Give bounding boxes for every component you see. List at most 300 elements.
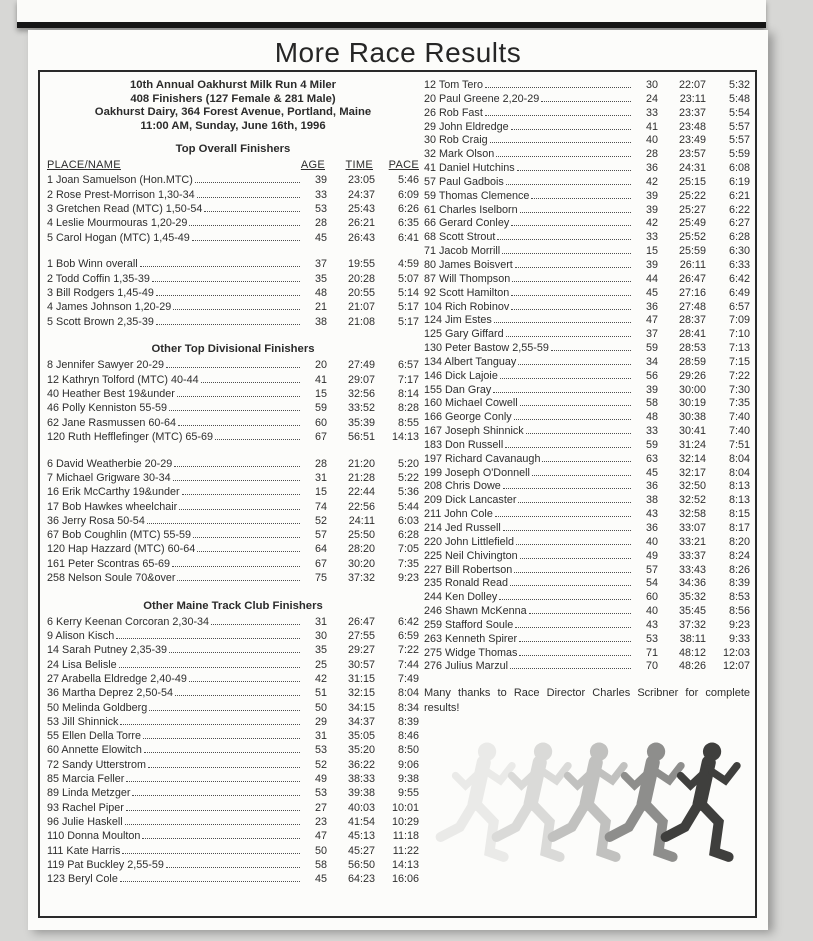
dotted-leader	[499, 599, 631, 600]
result-row	[47, 644, 419, 658]
result-row	[47, 316, 419, 330]
runner-pace: 8:15	[728, 508, 750, 521]
runner-place-name: 41 Daniel Hutchins	[424, 162, 515, 175]
runner-age: 52	[314, 758, 327, 771]
runner-place-name: 96 Julie Haskell	[47, 815, 123, 828]
runner-age: 45	[314, 231, 327, 244]
runner-pace: 14:13	[391, 430, 419, 443]
runner-age: 42	[314, 672, 327, 685]
runner-time: 23:49	[678, 134, 706, 147]
runner-place-name: 244 Ken Dolley	[424, 591, 498, 604]
runner-time: 25:50	[347, 529, 375, 542]
result-row	[47, 258, 419, 272]
runner-place-name: 14 Sarah Putney 2,35-39	[47, 644, 168, 657]
runner-age: 54	[645, 577, 658, 590]
runner-pace: 12:03	[722, 646, 750, 659]
runner-pace: 9:23	[397, 572, 419, 584]
runner-place-name: 36 Jerry Rosa 50-54	[47, 514, 145, 527]
result-row	[424, 411, 750, 425]
runner-age: 60	[645, 591, 658, 604]
dotted-leader	[126, 781, 300, 782]
runner-time: 45:13	[347, 830, 375, 843]
runner-pace: 6:42	[728, 272, 750, 285]
section-title: Other Maine Track Club Finishers	[143, 599, 323, 612]
dotted-leader	[152, 281, 300, 282]
runner-age: 39	[645, 258, 658, 271]
runner-place-name: 211 John Cole	[424, 508, 493, 521]
result-row	[424, 287, 750, 301]
dotted-leader	[514, 419, 631, 420]
runner-place-name: 30 Rob Craig	[424, 134, 488, 147]
runner-place-name: 161 Peter Scontras 65-69	[47, 557, 171, 570]
runner-age: 29	[314, 715, 327, 728]
dotted-leader	[516, 544, 631, 545]
result-row	[424, 633, 750, 647]
runner-time: 30:00	[678, 383, 706, 396]
runner-pace: 6:41	[397, 231, 419, 244]
runner-place-name: 227 Bill Robertson	[424, 563, 513, 576]
runner-place-name: 246 Shawn McKenna	[424, 605, 527, 618]
dotted-leader	[485, 87, 631, 88]
runner-place-name: 2 Todd Coffin 1,35-39	[47, 272, 150, 285]
runner-pace: 6:28	[397, 529, 419, 542]
runner-age: 40	[645, 535, 658, 548]
runner-pace: 6:19	[728, 175, 750, 188]
event-header-line: Oakhurst Dairy, 364 Forest Avenue, Portland, Maine	[94, 106, 372, 119]
runner-time: 23:48	[678, 120, 706, 133]
runner-pace: 8:13	[728, 494, 750, 507]
runner-place-name: 27 Arabella Eldredge 2,40-49	[47, 672, 187, 685]
runner-pace: 6:26	[397, 202, 419, 215]
runner-time: 32:56	[347, 387, 375, 400]
dotted-leader	[179, 509, 300, 510]
runner-pace: 8:04	[728, 452, 750, 465]
right-results-list	[424, 79, 750, 674]
runner-time: 34:15	[347, 701, 375, 714]
runner-pace: 8:28	[397, 402, 419, 415]
runner-place-name: 259 Stafford Soule	[424, 618, 514, 631]
runner-pace: 7:22	[397, 644, 419, 657]
result-row	[47, 759, 419, 773]
runner-place-name: 220 John Littlefield	[424, 535, 515, 548]
column-header-age: AGE	[300, 159, 325, 172]
result-row	[47, 659, 419, 673]
runner-pace: 6:28	[728, 231, 750, 244]
runner-time: 25:15	[678, 175, 706, 188]
dotted-leader	[116, 638, 300, 639]
result-row	[47, 273, 419, 287]
runner-place-name: 167 Joseph Shinnick	[424, 425, 524, 438]
runner-pace: 9:23	[728, 618, 750, 631]
dotted-leader	[511, 309, 631, 310]
runner-age: 20	[314, 359, 327, 372]
runner-place-name: 197 Richard Cavanaugh	[424, 452, 541, 465]
result-row	[47, 572, 419, 586]
dotted-leader	[510, 668, 631, 669]
runner-pace: 8:53	[728, 591, 750, 604]
dotted-leader	[500, 378, 631, 379]
runner-time: 24:31	[678, 162, 706, 175]
dotted-leader	[494, 322, 631, 323]
runner-place-name: 3 Gretchen Read (MTC) 1,50-54	[47, 202, 203, 215]
runner-time: 33:07	[678, 522, 706, 534]
runner-age: 59	[645, 438, 658, 451]
runner-place-name: 12 Tom Tero	[424, 79, 484, 91]
result-row	[424, 231, 750, 245]
result-group	[47, 174, 419, 245]
runner-time: 22:56	[347, 500, 375, 513]
runner-pace: 7:40	[728, 411, 750, 424]
runner-time: 35:20	[347, 744, 375, 757]
runner-time: 34:36	[678, 577, 706, 590]
result-row	[47, 616, 419, 630]
dotted-leader	[189, 225, 300, 226]
result-row	[47, 558, 419, 572]
runner-pace: 6:49	[728, 286, 750, 299]
runner-place-name: 4 Leslie Mourmouras 1,20-29	[47, 217, 188, 230]
event-header	[47, 79, 419, 133]
runner-time: 28:53	[678, 342, 706, 355]
runner-place-name: 199 Joseph O'Donnell	[424, 466, 530, 479]
dotted-leader	[142, 838, 300, 839]
dotted-leader	[493, 392, 631, 393]
runner-age: 21	[314, 301, 327, 314]
runner-pace: 7:09	[728, 314, 750, 327]
runner-age: 39	[645, 203, 658, 216]
dotted-leader	[166, 367, 300, 368]
runner-time: 26:21	[347, 217, 375, 230]
result-row	[424, 356, 750, 370]
runner-pace: 7:35	[728, 397, 750, 410]
dotted-leader	[511, 225, 631, 226]
result-row	[47, 301, 419, 315]
result-row	[424, 647, 750, 661]
runner-age: 49	[314, 773, 327, 786]
dotted-leader	[204, 211, 300, 212]
runner-age: 36	[645, 162, 658, 175]
runner-place-name: 1 Bob Winn overall	[47, 258, 138, 271]
dotted-leader	[125, 824, 300, 825]
runner-pace: 8:34	[397, 701, 419, 714]
runner-age: 53	[314, 744, 327, 757]
runner-time: 37:32	[678, 618, 706, 631]
runner-pace: 5:14	[397, 286, 419, 299]
runner-time: 21:20	[347, 457, 375, 470]
runner-place-name: 29 John Eldredge	[424, 120, 509, 133]
runner-pace: 6:57	[728, 300, 750, 313]
result-row	[424, 591, 750, 605]
runner-time: 23:37	[678, 106, 706, 119]
runner-time: 22:07	[678, 79, 706, 91]
runner-place-name: 208 Chris Dowe	[424, 480, 501, 493]
runner-pace: 8:26	[728, 563, 750, 576]
runner-time: 45:27	[347, 844, 375, 857]
result-row	[424, 508, 750, 522]
dotted-leader	[506, 336, 631, 337]
runner-age: 28	[314, 217, 327, 230]
result-row	[47, 543, 419, 557]
runner-pace: 7:49	[397, 672, 419, 685]
dotted-leader	[201, 382, 300, 383]
result-row	[424, 162, 750, 176]
runner-pace: 5:36	[397, 486, 419, 499]
result-row	[47, 773, 419, 787]
runner-age: 39	[645, 189, 658, 202]
result-row	[424, 190, 750, 204]
runner-age: 58	[314, 858, 327, 871]
result-row	[424, 660, 750, 674]
dotted-leader	[195, 182, 300, 183]
result-row	[424, 425, 750, 439]
dotted-leader	[505, 447, 631, 448]
dotted-leader	[503, 488, 631, 489]
runner-place-name: 2 Rose Prest-Morrison 1,30-34	[47, 188, 195, 201]
column-header-place-name: PLACE/NAME	[47, 159, 121, 172]
runner-time: 23:57	[678, 148, 706, 161]
runner-place-name: 53 Jill Shinnick	[47, 715, 119, 728]
runner-age: 23	[314, 815, 327, 828]
runner-pace: 7:15	[728, 355, 750, 368]
result-row	[47, 529, 419, 543]
runner-pace: 5:32	[728, 79, 750, 91]
dotted-leader	[120, 881, 300, 882]
runner-place-name: 68 Scott Strout	[424, 231, 496, 244]
dotted-leader	[511, 295, 631, 296]
result-row	[424, 550, 750, 564]
runner-time: 32:58	[678, 508, 706, 521]
runner-time: 26:47	[678, 272, 706, 285]
runner-time: 20:28	[347, 272, 375, 285]
runner-time: 40:03	[347, 801, 375, 814]
runner-pace: 7:17	[397, 373, 419, 386]
runner-age: 49	[645, 549, 658, 562]
runner-age: 24	[645, 92, 658, 105]
runner-age: 44	[645, 272, 658, 285]
runner-pace: 9:33	[728, 632, 750, 645]
result-row	[424, 217, 750, 231]
dotted-leader	[169, 410, 300, 411]
runner-age: 39	[314, 174, 327, 187]
result-row	[424, 384, 750, 398]
result-row	[47, 630, 419, 644]
dotted-leader	[143, 738, 300, 739]
runner-place-name: 125 Gary Giffard	[424, 328, 504, 341]
runner-pace: 7:35	[397, 557, 419, 570]
runner-pace: 5:17	[397, 315, 419, 328]
runner-time: 21:28	[347, 471, 375, 484]
runner-place-name: 5 Scott Brown 2,35-39	[47, 315, 154, 328]
runner-time: 25:27	[678, 203, 706, 216]
dotted-leader	[173, 309, 300, 310]
runner-pace: 6:30	[728, 245, 750, 258]
runner-age: 39	[645, 383, 658, 396]
result-row	[47, 217, 419, 231]
runner-time: 22:44	[347, 486, 375, 499]
runner-time: 56:50	[347, 858, 375, 871]
runner-time: 32:52	[678, 494, 706, 507]
runner-time: 33:43	[678, 563, 706, 576]
runner-time: 32:50	[678, 480, 706, 493]
runner-place-name: 258 Nelson Soule 70&over	[47, 572, 176, 584]
section-title: Top Overall Finishers	[175, 143, 291, 156]
runner-pace: 8:14	[397, 387, 419, 400]
thanks-note: Many thanks to Race Director Charles Scribner for complete results!	[424, 687, 750, 715]
dotted-leader	[497, 239, 631, 240]
runner-pace: 8:50	[397, 744, 419, 757]
result-row	[424, 176, 750, 190]
dotted-leader	[119, 667, 300, 668]
dotted-leader	[515, 267, 631, 268]
runner-place-name: 8 Jennifer Sawyer 20-29	[47, 359, 165, 372]
runner-place-name: 87 Will Thompson	[424, 272, 511, 285]
result-row	[424, 107, 750, 121]
result-row	[424, 245, 750, 259]
result-row	[47, 287, 419, 301]
runner-place-name: 146 Dick Lajoie	[424, 369, 498, 382]
runner-pace: 5:54	[728, 106, 750, 119]
runner-place-name: 71 Jacob Morrill	[424, 245, 501, 258]
dotted-leader	[192, 240, 300, 241]
runner-time: 35:05	[347, 730, 375, 743]
runner-age: 31	[314, 730, 327, 743]
runner-time: 25:49	[678, 217, 706, 230]
dotted-leader	[519, 641, 631, 642]
runner-age: 52	[314, 514, 327, 527]
result-row	[47, 431, 419, 445]
runner-age: 15	[645, 245, 658, 258]
result-group	[47, 258, 419, 329]
event-header-line: 10th Annual Oakhurst Milk Run 4 Miler	[129, 79, 337, 91]
runner-place-name: 57 Paul Gadbois	[424, 175, 504, 188]
result-row	[424, 134, 750, 148]
dotted-leader	[515, 627, 631, 628]
event-header-line: 408 Finishers (127 Female & 281 Male)	[130, 92, 336, 105]
result-row	[424, 93, 750, 107]
runner-place-name: 17 Bob Hawkes wheelchair	[47, 500, 178, 513]
table-header	[47, 159, 419, 174]
result-row	[47, 515, 419, 529]
runner-place-name: 61 Charles Iselborn	[424, 203, 518, 216]
runner-age: 36	[645, 522, 658, 534]
runner-time: 28:37	[678, 314, 706, 327]
result-row	[424, 397, 750, 411]
dotted-leader	[173, 480, 300, 481]
runner-place-name: 6 David Weatherbie 20-29	[47, 457, 173, 470]
runner-place-name: 5 Carol Hogan (MTC) 1,45-49	[47, 231, 190, 244]
runner-age: 30	[645, 79, 658, 91]
dotted-leader	[177, 396, 300, 397]
runner-pace: 8:17	[728, 522, 750, 534]
result-row	[47, 174, 419, 188]
result-row	[47, 417, 419, 431]
runner-age: 15	[314, 387, 327, 400]
result-row	[424, 494, 750, 508]
runner-place-name: 60 Annette Elowitch	[47, 744, 142, 757]
runner-age: 38	[645, 494, 658, 507]
runner-time: 26:43	[347, 231, 375, 244]
runner-age: 48	[314, 286, 327, 299]
runner-pace: 6:03	[397, 514, 419, 527]
result-row	[47, 730, 419, 744]
runner-pace: 8:24	[728, 549, 750, 562]
runner-time: 38:11	[679, 632, 706, 645]
runner-place-name: 130 Peter Bastow 2,55-59	[424, 342, 549, 355]
dotted-leader	[197, 197, 300, 198]
runner-place-name: 93 Rachel Piper	[47, 801, 124, 814]
runner-pace: 6:33	[728, 258, 750, 271]
runner-silhouette-icon	[659, 732, 750, 884]
result-row	[424, 467, 750, 481]
runner-time: 26:11	[679, 258, 706, 271]
dotted-leader	[193, 537, 300, 538]
runner-time: 35:39	[347, 416, 375, 429]
runner-time: 28:41	[678, 328, 706, 341]
result-row	[424, 370, 750, 384]
result-row	[424, 536, 750, 550]
result-row	[47, 359, 419, 373]
runners-graphic	[424, 724, 750, 884]
runner-pace: 8:13	[728, 480, 750, 493]
dotted-leader	[175, 695, 300, 696]
runner-pace: 7:30	[728, 383, 750, 396]
runner-age: 45	[645, 466, 658, 479]
runner-time: 27:55	[347, 630, 375, 643]
runner-pace: 6:42	[397, 615, 419, 628]
result-row	[424, 480, 750, 494]
runner-age: 33	[645, 231, 658, 244]
dotted-leader	[503, 530, 631, 531]
runner-age: 57	[314, 529, 327, 542]
runner-pace: 16:06	[391, 873, 419, 886]
runner-time: 20:55	[347, 286, 375, 299]
result-row	[424, 564, 750, 578]
result-row	[47, 458, 419, 472]
result-row	[424, 605, 750, 619]
result-row	[424, 204, 750, 218]
runner-pace: 8:39	[397, 715, 419, 728]
runner-place-name: 62 Jane Rasmussen 60-64	[47, 416, 177, 429]
runner-place-name: 275 Widge Thomas	[424, 646, 518, 659]
runner-time: 35:45	[678, 605, 706, 618]
runner-age: 33	[645, 106, 658, 119]
runner-age: 67	[314, 557, 327, 570]
dotted-leader	[122, 853, 300, 854]
runner-age: 67	[314, 430, 327, 443]
runner-pace: 5:48	[728, 92, 750, 105]
runner-age: 31	[314, 615, 327, 628]
runner-age: 38	[314, 315, 327, 328]
runner-pace: 5:59	[728, 148, 750, 161]
dotted-leader	[174, 466, 300, 467]
runner-time: 25:43	[347, 202, 375, 215]
runner-time: 41:54	[347, 815, 375, 828]
runner-age: 74	[314, 500, 327, 513]
runner-time: 23:05	[347, 174, 375, 187]
runner-place-name: 67 Bob Coughlin (MTC) 55-59	[47, 529, 192, 542]
runner-place-name: 263 Kenneth Spirer	[424, 632, 518, 645]
runner-pace: 8:55	[397, 416, 419, 429]
dotted-leader	[490, 142, 631, 143]
runner-age: 40	[645, 134, 658, 147]
runner-age: 36	[645, 300, 658, 313]
result-group	[47, 616, 419, 888]
runner-age: 25	[314, 658, 327, 671]
result-row	[47, 816, 419, 830]
runner-place-name: 40 Heather Best 19&under	[47, 387, 175, 400]
dotted-leader	[211, 624, 300, 625]
runner-time: 30:19	[678, 397, 706, 410]
runner-place-name: 16 Erik McCarthy 19&under	[47, 486, 180, 499]
